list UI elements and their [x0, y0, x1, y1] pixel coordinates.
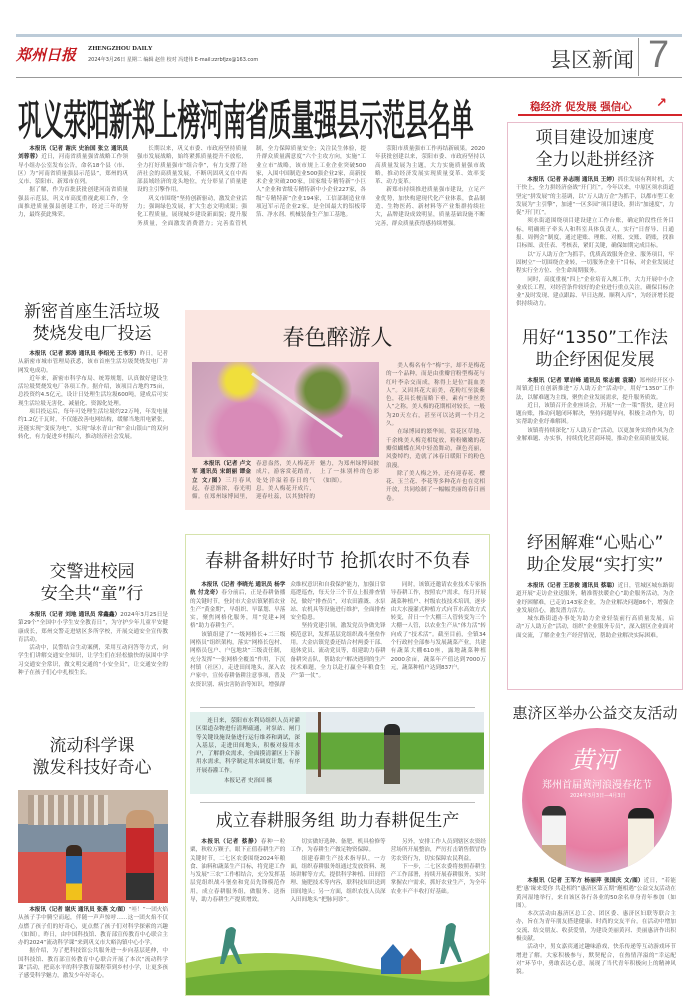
irrigation-photo: [306, 712, 484, 794]
rising-arrow-icon: ↗: [656, 96, 667, 111]
paragraph: 据了解，作为首批获批创建河南省质量强县示范县，巩义市高度重视此项工作，全面推进质量强县创建工作，经过三年的努力，最终获此殊荣。: [18, 187, 128, 219]
article-title: 流动科学课 激发科技好奇心: [32, 736, 152, 778]
plum-blossom-photo: [192, 362, 379, 457]
article-title: 交警进校园 安全共“童”行: [40, 562, 144, 604]
farmer-silhouette: [440, 923, 462, 964]
lead-headline: 巩义荥阳新郑上榜河南省质量强县示范县名单: [18, 96, 474, 145]
woman-figure: [628, 808, 654, 873]
newspaper-logo: 郑州日报: [16, 46, 77, 64]
paragraph: 近日，河南省质量强省战略工作领导小组办公室发布公告，命名18个县（市、区）为“河南省质量强县示范县”，郑州的巩义市、荥阳市、新郑市在列。: [18, 154, 128, 186]
theme-tag: 稳经济 促发展 强信心: [530, 101, 632, 113]
service-group-title: 成立春耕服务组 助力春耕促生产: [215, 811, 460, 831]
article-body: 本报讯（记者 王思俊 通讯员 蔡聪）近日，管城区城东路街道开展“走访企业送服务，精准帮扶暖企心”助企服务活动，为企业纾困解难，已走访143家企业，为企业解决问题86个，增强企业发展信心，激发潜力活力。 城东路街道办事处为助力企业轻装前行高质量发展，启动“万人助万企”活动，组织“企业服务专员”，深入辖区企业面对面交流，了解企业生产经营情况，帮助企业解决实际困难。: [516, 583, 674, 639]
byline: 本报讯（记者 谢庆 史治国 张立 通讯员 刘蓉蓉）: [18, 146, 128, 161]
photo-banner-date: 2024年3月3日—4月3日: [570, 793, 626, 799]
article-body: 本报讯（记者 谢庆 通讯员 张燕 文/图）“哇！”一团火焰从孩子手中腾空而起，伴随一声声惊呼……这一团火焰不仅点燃了孩子们的好奇心，更点燃了孩子们对科学探索的兴趣（如图）。昨日，由中国科技馆、教育部宣传教育中心联合主办的2024“流动科学课”来到巩义市大峪沟镇中心小学。 据介绍，为了把科技馆公共服务进一步向基层延伸，中国科技馆、教育部宣传教育中心联合开展了本次“流动科学课”活动，把高水平的科学教育课程带到乡村小学，让更多孩子感受科学魅力，激发少年好奇心。: [18, 907, 168, 980]
article-body: 本报讯（记者 孙志刚 通讯员 王婷）抓住发展有利时机，大干快上，全力拼经济奋战“开门红”。今年以来，中原区须水街道坚定“拼发展”的主基调，以“万人助万企”为抓手，以都市型工业发展为“主引擎”，加速“一区多园”项目建设，拼出“加速度”，力促“开门红”。 须水街道围绕项目建设建立工作台账，确定阶段性任务目标，明确班子牵头人和科室具体负责人，实行“日督导、日通报、周例会”制度，通过建账、理账、对账、交账、销账，找准目标图、责任表、考核表，紧盯关键，确保如期完成目标。 以“万人助万企”为抓手，优质高效服务企业、服务项目，牢固树立“一切围绕企业转，一切服务企业干”目标，对企业发展过程实行全方位、全生命周期服务。 同时，高度重视“四上”企业培育入规工作，大力开展中小企业成长工程，对经营条件较好的企业进行重点关注，确保目标企业“及时发现、建点跟踪、早日达规、顺利入库”，为经济增长提供持续动力。: [516, 177, 674, 308]
paragraph: 长期以来，巩义市委、市政府坚持质量强市发展战略，始终紧抓质量提升不放松，全力打好质量强市“组合拳”，有力支撑了经济社会的高质量发展，不断巩固巩义在中西部县域经济的龙头地位，充分彰显了质量建设的主引擎作用。: [137, 146, 247, 194]
divider: [638, 38, 639, 76]
photo-banner-text: 黄河: [570, 746, 618, 774]
article-body: 本报讯（记者 覃岩峰 通讯员 梁志霞 袁璐）郑州经开区小周镇近日在创新推进“万人助万企”活动中，用好“1350”工作法，以解难题为主线，聚焦企业发展需求，提升服务质效。 近日，该镇召开企业座谈会，开展“一企一策”帮扶，建立问题台账，推动问题闭环解决，坚持问题导向，积极主动作为，切实帮助企业纾难解困。 该镇将持续深化“万人助万企”活动，以更加务实的作风为企业解难题、办实事，持续优化营商环境，推动企业高质量发展。: [516, 378, 674, 443]
article-title: 新密首座生活垃圾 焚烧发电厂投运: [24, 302, 160, 344]
irrigation-caption-box: [190, 712, 306, 794]
section-title: 县区新闻: [550, 48, 634, 72]
paragraph: 荥阳市质量强市工作再结新硕果。2020年获批创建以来，荥阳市委、市政府坚持以高质量发展为主题，大力实施质量强市战略，推动经济发展实现质量变革、效率变革、动力变革。: [375, 146, 485, 186]
spring-farming-body: 本报讯（记者 李晓光 通讯员 杨学航 付龙奇）春分前后，正是春耕备播的关键时节，登封市大金店镇紧抓农业生产“黄金期”，早组织、早谋划、早落实，聚焦网格化服务，用“党建+网格”助力春耕生产。 该镇组建了“一级网格长+二三级网格员”组织架构，落实“网格长包村、网格员包户、户包地块”三级责任制，充分发挥“一张网格全覆盖”作用，下沉村镇（社区），走进田间地头，深入农户家中，宣传春耕备耕注意事项，普及农资识别、病虫害防治等知识，增强群众维权意识和自我保护能力，加强日常巡逻巡查，每天分三个节点上报排查情况，做好“排查员”，对农田灌溉、水泵站、农机具等设施进行维护，全面排查安全隐患。 坚持党建引领，激发党员争做先锋模范意识，发挥基层党组织战斗堡垒作用。大金店镇党委还结合村两委干部、退休党员、流动党员等，组建助力春耕备耕突击队，帮助农户解决遇到的生产技术难题，全力以赴打赢全年粮食生产“第一仗”。 同时，该镇还邀请农业技术专家指导春耕工作，按照农户需求，每月开展蔬菜种植户、村级农技技术培训，逐步由大水漫灌式种植方式向节水高效方式转变，昔日一个大棚三人管转变为三个大棚一人管，以农业生产从“体力活”转向成了“技术活”。截至目前，全镇34个行政村全部参与发展蔬菜产业，共建有蔬菜大棚610座，露地蔬菜种植2000余亩，蔬菜年产值达到7000万元，蔬菜种植户达到837户。: [190, 582, 486, 688]
top-rule: [16, 34, 682, 37]
dating-event-photo: [522, 728, 672, 873]
irrigation-caption: 连日来，荥阳市水利局组织人员对灌区渠道杂物进行清理疏通，对泵站、闸门等关键设施设备进行运行维养和调试，深入基层，走进田间地头，积极对接用水户，了解群众需求，全面摸清灌区上下游用水需求，科学制定用水调度计划，有序开展春灌工作。: [196, 718, 300, 774]
spring-flowers-title: 春色醉游人: [282, 326, 393, 351]
masthead-rule: [16, 77, 682, 78]
spring-flowers-lead: 本报讯（记者 卢文军 通讯员 宋朗丽 谭金立 文/图）三月春风起，春意渐浓，春光明媚。在郑州绿博园里，春意盎然，美人梅花开成片，游客赏花踏青，处处洋溢着春日的气息。美人梅花开成片，迎春吐蕊，以其独特的魅力，为郑州绿博园披上了一抹别样的色彩（如图）。: [192, 461, 379, 501]
huiji-body: 本报讯（记者 王军方 杨丽萍 张国庆 文/图）近日，“若能把‘惠’缘来爱你 共赴相约”惠济区第五期“邂相遇”公益交友活动在黄河湿地举行，来自该区各行各业的50余名单身青年参加（如图）。 本次活动由惠济区总工会、团区委、惠济区妇联等联合主办，旨在为青年朋友搭建健康、时尚的交友平台，在活动中增加交流、结交朋友、收获爱情，为建设美丽黄河、美丽惠济作出积极贡献。 活动中，男女嘉宾通过趣味游戏，快乐传递等互动游戏环节增进了解。大家积极参与，默契配合，在热情洋溢的“幸运配对”环节中，勇敢表达心意，展现了当代青年积极向上的精神风貌。: [516, 878, 676, 976]
man-figure: [542, 806, 566, 873]
science-class-photo: [18, 790, 168, 903]
article-body: 本报讯（记者 郭涛 通讯员 李绍光 王书芳）昨日，记者从新密市城市管理局获悉，该市首座生活垃圾焚烧发电厂并网发电成功。 近年来，新密市科学布局、统筹规划，认真做好建设生活垃圾焚烧发电厂各项工作。据介绍，该项目占地约75亩，总投资约4.5亿元，设计日处理生活垃圾600吨，建成后可实现生活垃圾无害化、减量化、资源化处理。 项目投运后，每年可处理生活垃圾约22万吨，年发电量约1.2亿千瓦时，不仅能改善电网结构，缓解当地用电紧张，还能实现“变废为电”，实现“绿水青山”和“金山银山”的双向转化，有力促进乡村振兴，推动经济社会发展。: [18, 351, 168, 440]
spring-farming-title: 春耕备耕好时节 抢抓农时不负春: [205, 551, 470, 572]
divider: [200, 802, 475, 803]
divider: [200, 707, 475, 708]
photo-credit: 本报记者 史治国 摄: [223, 778, 273, 785]
article-title: 项目建设加速度 全力以赴拼经济: [535, 128, 655, 170]
paragraph: 巩义市围绕“坚持创新驱动，激发企业活力；强调绿色发展，扩大生态文明成果；强化工程质量，展现城乡建设新面貌；提升服务质量，全面激发消费潜力；完善监管机制，全力保障质量安全；关注民生体验，提升群众质量满意度”六个主攻方向，实施“工业立市”战略，该市规上工业企业突破500家，入围中国制造业500强企业2家，高新技术企业突破200家，国家级专精特新“小巨人”企业和省级专精特新中小企业227家，各级“专精特新”企业194家，工信部制造业单项冠军示范企业2家，是全国最大的铝板带箔、净水剂、机械装备生产加工基地。: [137, 146, 366, 227]
page-number: 7: [648, 34, 670, 76]
spring-flowers-body: 美人梅名有个“梅”字，却不是梅花的一个品种，而是由重瓣宫粉型梅花与红叶李杂交而成，称得上是位“混血美人”。又因其花大而美，花粉红至淡紫色，花具长梗而略下垂，素有“垂丝美人”之称。美人梅的花期相对较长，一般为20天左右，甚至可以达到一个月之久。 在绿博园的繁华间，赏花区草地、千余株美人梅竞相绽放，粉粉嫩嫩的花瓣似蝴蝶在风中轻盈舞动，颜色亮丽，风姿绰约，造就了沐春日暖阳下的粉色浪漫。 除了美人梅之外，还有迎春花、樱花、玉兰花、李花等多种花卉也在竞相开放，共同绘制了一幅幅美丽的春日画卷。: [386, 363, 485, 502]
paragraph: 新郑市持续推进质量强市建设，立足产业优势，加快构建现代化产业体系，食品制造、生物医药、新材料等产业集群持续壮大，品牌建设成效明显，质量基础设施不断完善，群众质量获得感持续增强。: [375, 187, 485, 227]
farming-illustration: [186, 922, 489, 995]
photo-banner-text: 郑州首届黄河浪漫春花节: [542, 780, 652, 791]
service-group-body: 本报讯（记者 蔡静）春种一粒粟，秋收万颗子。眼下正值春耕生产的关键时节，二七区农委围绕2024年粮食、油料和蔬菜生产目标，将党建工作与发展“三农”工作相结合，充分发挥基层党组织战斗堡垒和党员先锋模范作用，成立春耕服务组，做服务、送指导，助力春耕生产提质增效。 切实做好选种、备肥、机具检修等工作，为春耕生产做足物资保障。 组建春耕生产技术指导队，一方面，组织春耕服务组通过发放资料、现场讲解等方式，提供科学种植、田间管理、施肥技术等内容，联科技知识送到田间地头；另一方面，组织农技人员深入田间地头“把脉问诊”。 另外，安排工作人员到辖区农资经营场所开展整治，严厉打击销售假冒伪劣农资行为，切实保障农民利益。 下一步，二七区农委将按照春耕生产工作部署，持续开展春耕服务，实时掌握农户需求，抓好农业生产，为全年农业丰产丰收打好基础。: [190, 839, 486, 904]
house-icon: [401, 948, 421, 974]
huiji-title: 惠济区举办公益交友活动: [512, 704, 678, 722]
article-title: 用好“1350”工作法 助企纾困促发展: [522, 328, 668, 370]
lead-article-body: [18, 145, 485, 228]
article-body: 本报讯（记者 刘地 通讯员 常鑫鑫）2024年3月25日是第29个“全国中小学生安全教育日”，为守护少年儿童平安健康成长，郑州交警走进辖区多所学校，开展交通安全宣传教育活动。 活动中，民警结合生动案例，采用互动问答等方式，向学生们讲解交通安全知识，让学生们在轻松愉快的氛围中学习交通安全常识，做文明交通的“小安全员”，让交通安全的种子在孩子们心中扎根生长。: [18, 612, 168, 677]
english-name: ZHENGZHOU DAILY: [88, 45, 153, 52]
tag-underline: [518, 114, 682, 116]
dateline: 2024年3月26日 星期二 编辑 赵佳 校对 冯建伟 E-mail:zzrbfjzx@163.com: [88, 57, 259, 63]
article-title: 纾困解难“心贴心” 助企发展“实打实”: [526, 533, 664, 575]
